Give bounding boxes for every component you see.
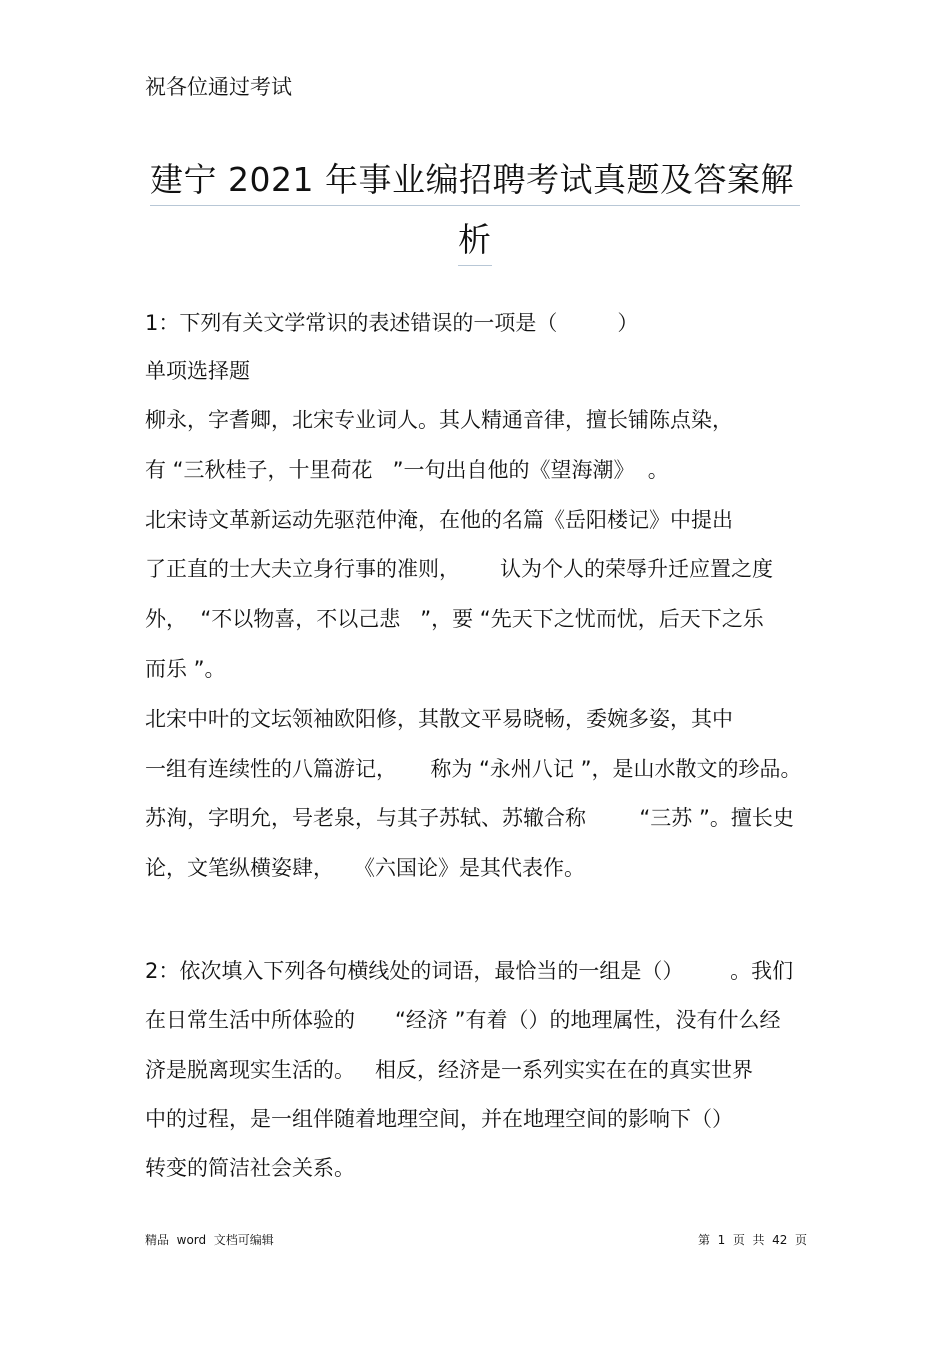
question-1-type: 单项选择题: [145, 359, 250, 383]
body-line: 济是脱离现实生活的。 相反，经济是一系列实实在在的真实世界: [145, 1058, 754, 1082]
header-note: 祝各位通过考试: [145, 75, 292, 99]
document-title-line-1: 建宁 2021 年事业编招聘考试真题及答案解: [150, 158, 800, 206]
body-line: 外， “不以物喜，不以己悲 ”，要 “先天下之忧而忧，后天下之乐: [145, 607, 764, 631]
body-line: 苏洵，字明允，号老泉，与其子苏轼、苏辙合称 “三苏 ”。擅长史: [145, 806, 794, 830]
body-line: 北宋诗文革新运动先驱范仲淹，在他的名篇《岳阳楼记》中提出: [145, 508, 733, 532]
body-line: 一组有连续性的八篇游记， 称为 “永州八记 ”，是山水散文的珍品。: [145, 757, 802, 781]
footer-left-note: 精品 word 文档可编辑: [145, 1233, 274, 1247]
body-line: 在日常生活中所体验的 “经济 ”有着（）的地理属性，没有什么经: [145, 1008, 781, 1032]
body-line: 有 “三秋桂子，十里荷花 ”一句出自他的《望海潮》 。: [145, 458, 669, 482]
question-1-stem: 1：下列有关文学常识的表述错误的一项是（ ）: [145, 311, 639, 335]
body-line: 柳永，字耆卿，北宋专业词人。其人精通音律，擅长铺陈点染，: [145, 408, 733, 432]
body-line: 了正直的士大夫立身行事的准则， 认为个人的荣辱升迁应置之度: [145, 557, 774, 581]
body-line: 北宋中叶的文坛领袖欧阳修，其散文平易晓畅，委婉多姿，其中: [145, 707, 733, 731]
question-2-stem: 2：依次填入下列各句横线处的词语，最恰当的一组是（） 。我们: [145, 959, 794, 983]
body-line: 而乐 ”。: [145, 657, 226, 681]
body-line: 转变的简洁社会关系。: [145, 1156, 355, 1180]
body-line: 中的过程，是一组伴随着地理空间，并在地理空间的影响下（）: [145, 1107, 733, 1131]
body-line: 论，文笔纵横姿肆， 《六国论》是其代表作。: [145, 856, 586, 880]
document-title-line-2: 析: [458, 218, 492, 266]
page-number: 第 1 页 共 42 页: [698, 1233, 808, 1247]
